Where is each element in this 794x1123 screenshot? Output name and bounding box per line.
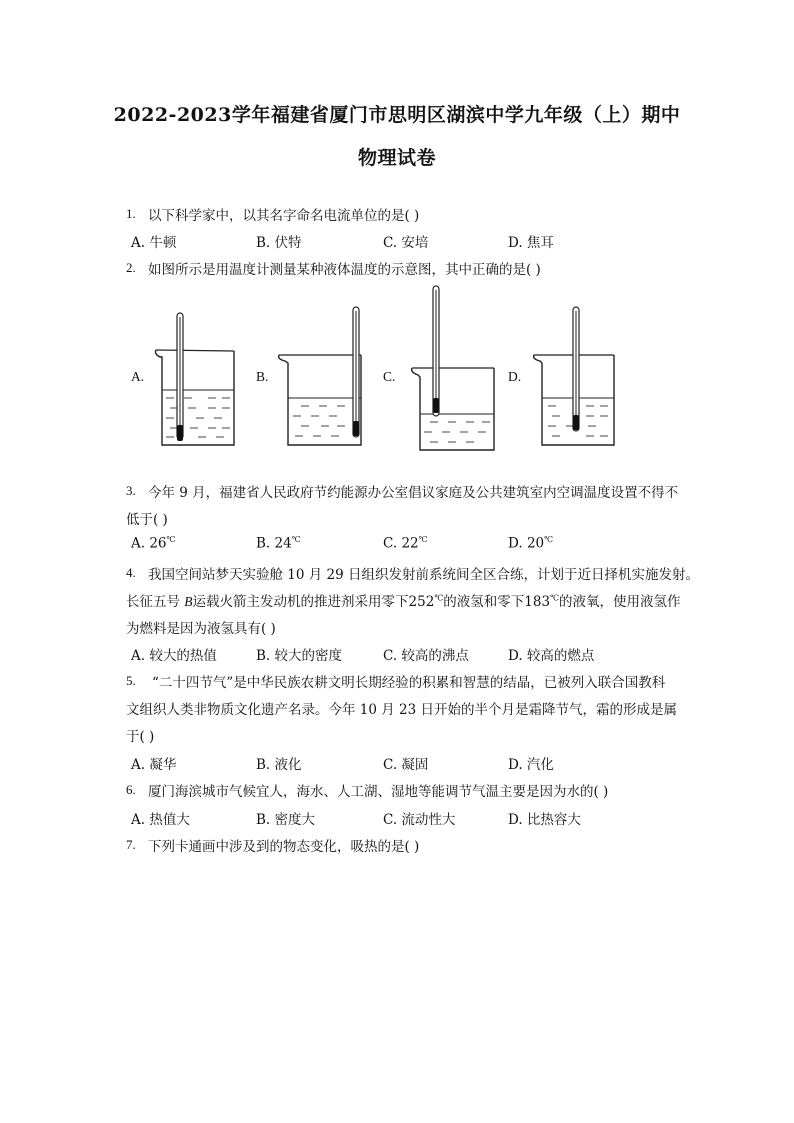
option-d: D. 焦耳 bbox=[508, 235, 554, 251]
question-number: 6. bbox=[126, 782, 136, 797]
question-stem-line1: 今年 9 月，福建省人民政府节约能源办公室倡议家庭及公共建筑室内空调温度设置不得不 bbox=[148, 485, 679, 501]
option-a: A. 凝华 bbox=[131, 757, 177, 773]
option-b: B. 24℃ bbox=[256, 535, 301, 552]
question-stem-line2: 长征五号 B运载火箭主发动机的推进剂采用零下252℃的液氢和零下183℃的液氧，使用液氢作 bbox=[126, 593, 681, 610]
question-stem-line2: 文组织人类非物质文化遗产名录。今年 10 月 23 日开始的半个月是霜降节气，霜的形成是属 bbox=[126, 702, 678, 718]
question-stem-line1: “二十四节气”是中华民族农耕文明长期经验的积累和智慧的结晶，已被列入联合国教科 bbox=[152, 675, 666, 691]
option-b: B. 伏特 bbox=[256, 235, 302, 251]
question-stem: 以下科学家中，以其名字命名电流单位的是( ) bbox=[148, 208, 420, 224]
question-stem-line1: 我国空间站梦天实验舱 10 月 29 日组织发射前系统间全区合练，计划于近日择机实施发射。 bbox=[148, 567, 700, 583]
option-d: D. 20℃ bbox=[508, 535, 554, 552]
exam-title-line2: 物理试卷 bbox=[357, 147, 436, 169]
question-stem: 厦门海滨城市气候宜人，海水、人工湖、湿地等能调节气温主要是因为水的( ) bbox=[148, 784, 609, 800]
question-number: 4. bbox=[126, 565, 136, 580]
question-stem: 如图所示是用温度计测量某种液体温度的示意图，其中正确的是( ) bbox=[148, 262, 541, 278]
option-b: B. 密度大 bbox=[256, 812, 316, 828]
question-number: 7. bbox=[126, 837, 136, 852]
option-c: C. 安培 bbox=[383, 235, 429, 251]
option-d: D. 比热容大 bbox=[508, 812, 581, 828]
figure-label-d: D. bbox=[508, 369, 522, 384]
question-number: 5. bbox=[126, 673, 136, 688]
question-stem-line3: 为燃料是因为液氢具有( ) bbox=[126, 621, 276, 637]
option-d: D. 汽化 bbox=[508, 757, 554, 773]
option-c: C. 流动性大 bbox=[383, 812, 456, 828]
beaker-figure-a bbox=[150, 305, 240, 450]
option-a: A. 热值大 bbox=[131, 812, 190, 828]
beaker-figure-d bbox=[530, 305, 620, 450]
option-c: C. 22℃ bbox=[383, 535, 428, 552]
question-stem-line3: 于( ) bbox=[126, 729, 155, 745]
question-number: 3. bbox=[126, 483, 136, 498]
option-b: B. 液化 bbox=[256, 757, 302, 773]
option-b: B. 较大的密度 bbox=[256, 648, 343, 664]
option-a: A. 较大的热值 bbox=[131, 648, 217, 664]
question-number: 2. bbox=[126, 260, 136, 275]
option-c: C. 凝固 bbox=[383, 757, 429, 773]
option-a: A. 26℃ bbox=[131, 535, 176, 552]
beaker-figure-c bbox=[408, 284, 500, 454]
question-number: 1. bbox=[126, 206, 136, 221]
figure-label-b: B. bbox=[256, 369, 269, 384]
question-stem: 下列卡通画中涉及到的物态变化，吸热的是( ) bbox=[148, 839, 420, 855]
beaker-figure-b bbox=[275, 305, 370, 450]
exam-title-line1: 2022-2023学年福建省厦门市思明区湖滨中学九年级（上）期中 bbox=[113, 104, 681, 126]
option-d: D. 较高的燃点 bbox=[508, 648, 595, 664]
question-stem-line2: 低于( ) bbox=[126, 512, 168, 528]
figure-label-c: C. bbox=[383, 369, 396, 384]
figure-label-a: A. bbox=[131, 369, 145, 384]
option-a: A. 牛顿 bbox=[131, 235, 177, 251]
option-c: C. 较高的沸点 bbox=[383, 648, 469, 664]
